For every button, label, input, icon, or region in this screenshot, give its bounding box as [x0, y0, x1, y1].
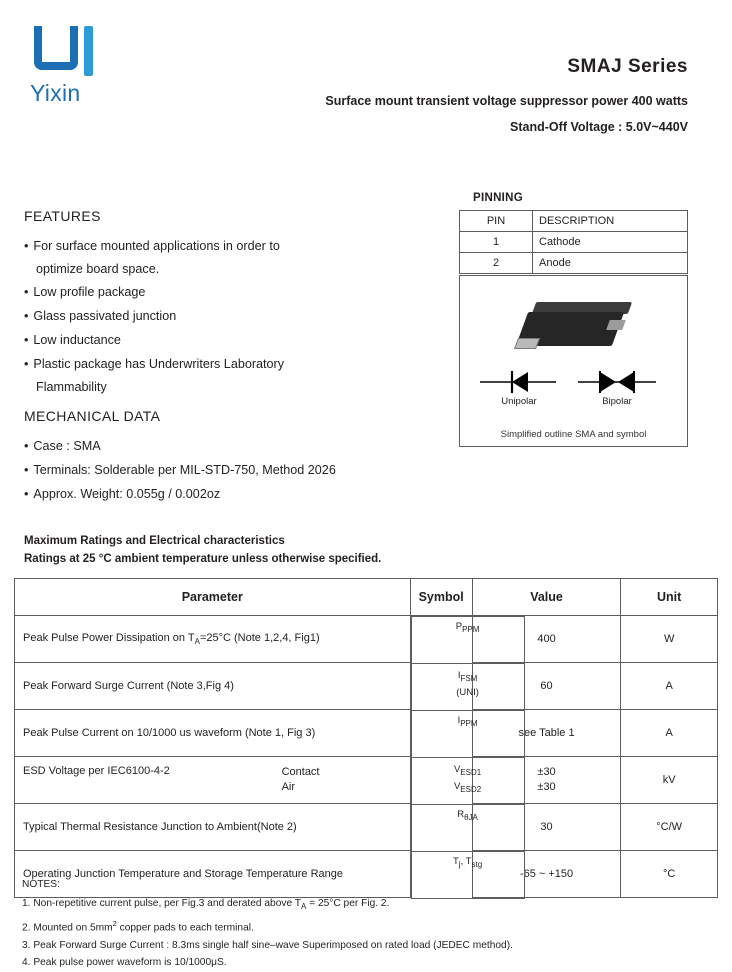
symbol-main: P [455, 621, 463, 632]
table-row [460, 211, 688, 232]
pinning-cell-description: Cathode [533, 232, 688, 253]
mechanical-item: • Terminals: Solderable per MIL-STD-750, Method 2026 [24, 463, 336, 477]
features-section [24, 208, 444, 399]
electrical-characteristics-table [14, 578, 718, 898]
note-rest: copper pads to each terminal. [116, 922, 254, 934]
cell-unit: A [621, 663, 718, 710]
package-lead-cathode [514, 338, 540, 349]
logo-mark-icon [30, 26, 104, 78]
cell-symbol [411, 616, 525, 664]
company-logo [30, 26, 160, 107]
param-sub-labels [282, 765, 402, 795]
value-air: ±30 [537, 781, 556, 793]
cell-value: see Table 1 [472, 710, 621, 757]
symbol-sub: j [458, 859, 461, 869]
pinning-cell-pin: 2 [460, 253, 533, 274]
cell-value: -65 ~ +150 [472, 851, 621, 898]
note-sub: A [301, 901, 307, 911]
cell-symbol [411, 804, 525, 852]
table-row [15, 757, 718, 804]
pinning-heading: PINNING [473, 192, 524, 204]
feature-label: Low inductance [33, 333, 121, 347]
symbol-sub: PPM [460, 718, 478, 728]
feature-label: For surface mounted applications in order to [33, 239, 280, 253]
ratings-heading [24, 532, 381, 568]
feature-item: • Plastic package has Underwriters Laboratory [24, 357, 285, 371]
feature-label: Plastic package has Underwriters Laboratory [33, 357, 285, 371]
pinning-col-description: DESCRIPTION [533, 211, 688, 232]
mechanical-item: • Case : SMA [24, 439, 101, 453]
feature-item: • Glass passivated junction [24, 309, 177, 323]
param-sub-label-contact: Contact [281, 766, 320, 778]
note-item [22, 915, 712, 937]
feature-item-continuation: optimize board space. [36, 262, 160, 276]
table-row [15, 663, 718, 710]
note-rest: = 25°C per Fig. 2. [306, 897, 390, 909]
package-outline-box [459, 275, 688, 447]
cell-unit: A [621, 710, 718, 757]
cell-parameter [15, 757, 411, 804]
symbol-main: V [453, 763, 461, 775]
mechanical-label: Terminals: Solderable per MIL-STD-750, Method 2026 [33, 463, 336, 477]
col-value: Value [472, 579, 621, 616]
note-text: 2. Mounted on 5mm [22, 922, 113, 934]
note-item: 3. Peak Forward Surge Current : 8.3ms single half sine–wave Superimposed on rated load (JEDEC method). [22, 939, 513, 951]
cell-unit: °C/W [621, 804, 718, 851]
note-item: 4. Peak pulse power waveform is 10/1000μS. [22, 957, 227, 969]
header-subtitle-power: Surface mount transient voltage suppressor power 400 watts [325, 94, 688, 108]
param-text: Peak Pulse Power Dissipation on T [23, 631, 195, 644]
col-unit: Unit [621, 579, 718, 616]
note-text: 1. Non-repetitive current pulse, per Fig.3 and derated above T [22, 897, 301, 909]
cell-unit: W [621, 616, 718, 663]
symbol-label-bipolar: Bipolar [602, 396, 632, 407]
cell-parameter: Peak Pulse Current on 10/1000 us waveform (Note 1, Fig 3) [15, 710, 411, 757]
cell-value: 30 [472, 804, 621, 851]
features-heading: FEATURES [24, 208, 101, 224]
feature-item-continuation: Flammability [36, 380, 107, 394]
table-row [15, 804, 718, 851]
symbol-main: R [457, 808, 465, 820]
symbol-sub-2: ESD2 [460, 785, 482, 795]
feature-item: • For surface mounted applications in order to [24, 239, 280, 253]
pinning-col-pin: PIN [460, 211, 533, 232]
logo-bar-shape [84, 26, 93, 76]
feature-label: Glass passivated junction [33, 309, 177, 323]
symbol-sub: PPM [462, 624, 480, 634]
table-row [460, 253, 688, 274]
cell-parameter: Typical Thermal Resistance Junction to Ambient(Note 2) [15, 804, 411, 851]
col-parameter: Parameter [15, 579, 411, 616]
cell-unit: °C [621, 851, 718, 898]
param-sub: A [194, 637, 200, 647]
symbol-label-unipolar: Unipolar [501, 396, 537, 407]
mechanical-label: Case : SMA [33, 439, 101, 453]
symbol-main-2: , T [460, 855, 472, 867]
symbol-main-2: V [453, 781, 461, 793]
col-symbol: Symbol [410, 579, 472, 616]
package-lead-anode [606, 320, 626, 330]
param-sub-label-air: Air [281, 781, 296, 793]
symbol-main: I [457, 714, 461, 726]
ratings-line-2: Ratings at 25 °C ambient temperature unless otherwise specified. [24, 553, 382, 565]
note-sup: 2 [112, 919, 117, 929]
notes-title: NOTES: [22, 879, 60, 890]
symbol-sub: ESD1 [460, 767, 482, 777]
table-header-row [15, 579, 718, 616]
symbol-main: T [452, 855, 459, 867]
value-contact: ±30 [537, 766, 556, 778]
notes-section [22, 876, 712, 972]
mechanical-item: • Approx. Weight: 0.055g / 0.002oz [24, 487, 221, 501]
cell-symbol [411, 663, 525, 711]
cell-symbol [411, 757, 525, 805]
symbol-sub: FSM [460, 673, 478, 683]
pinning-table [459, 210, 688, 274]
cell-parameter: Peak Forward Surge Current (Note 3,Fig 4) [15, 663, 411, 710]
ratings-line-1: Maximum Ratings and Electrical characteristics [24, 535, 285, 547]
table-row [460, 232, 688, 253]
cell-parameter: Operating Junction Temperature and Storage Temperature Range [15, 851, 411, 898]
logo-u-shape [34, 26, 78, 70]
package-caption: Simplified outline SMA and symbol [500, 429, 647, 440]
table-row [15, 710, 718, 757]
pinning-cell-pin: 1 [460, 232, 533, 253]
table-row [15, 616, 718, 663]
logo-text: Yixin [30, 80, 81, 106]
cell-parameter [15, 616, 411, 663]
cell-unit: kV [621, 757, 718, 804]
cell-value: 400 [472, 616, 621, 663]
mechanical-data-section [24, 408, 454, 507]
symbol-sub-2: stg [471, 859, 483, 869]
header-subtitle-voltage: Stand-Off Voltage : 5.0V~440V [510, 120, 688, 134]
series-title: SMAJ Series [567, 56, 688, 77]
cell-value: 60 [472, 663, 621, 710]
cell-symbol [411, 710, 525, 758]
symbol-main: I [457, 669, 461, 681]
symbol-sub: θJA [464, 812, 478, 822]
feature-label: Low profile package [33, 285, 146, 299]
feature-item: • Low profile package [24, 285, 146, 299]
mechanical-label: Approx. Weight: 0.055g / 0.002oz [33, 487, 221, 501]
param-rest: =25°C (Note 1,2,4, Fig1) [199, 631, 320, 644]
symbol-line2: (UNI) [456, 687, 479, 699]
pinning-cell-description: Anode [533, 253, 688, 274]
note-item [22, 895, 712, 916]
feature-item: • Low inductance [24, 333, 121, 347]
mechanical-heading: MECHANICAL DATA [24, 408, 161, 424]
param-text: ESD Voltage per IEC6100-4-2 [23, 765, 170, 777]
